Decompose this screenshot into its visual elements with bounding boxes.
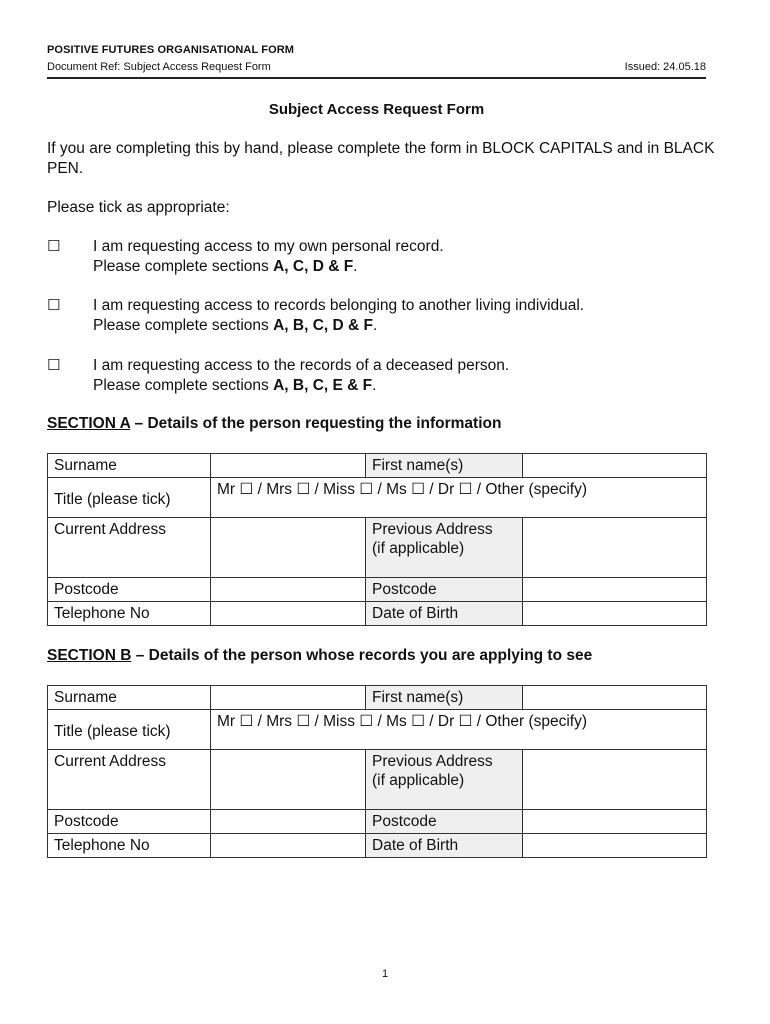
intro-instructions: If you are completing this by hand, please complete the form in BLOCK CAPITALS and in BLACK PEN. [47, 140, 715, 177]
title-label: Title (please tick) [48, 478, 211, 518]
surname-input[interactable] [211, 454, 366, 478]
postcode-input[interactable] [211, 810, 366, 834]
section-b-desc: – Details of the person whose records you are applying to see [131, 647, 593, 664]
telephone-label: Telephone No [48, 834, 211, 858]
previous-address-input[interactable] [523, 750, 707, 810]
telephone-input[interactable] [211, 834, 366, 858]
surname-label: Surname [48, 454, 211, 478]
title-options[interactable]: Mr ☐ / Mrs ☐ / Miss ☐ / Ms ☐ / Dr ☐ / Other (specify) [211, 478, 707, 518]
section-b-label: SECTION B [47, 647, 132, 664]
section-a-table [47, 453, 707, 626]
option-line2: Please complete sections A, C, D & F. [93, 258, 358, 275]
section-a-label: SECTION A [47, 415, 131, 432]
dob-input[interactable] [523, 602, 707, 626]
option-line1: I am requesting access to the records of a deceased person. [93, 357, 510, 374]
first-name-label: First name(s) [366, 686, 523, 710]
postcode-input[interactable] [211, 578, 366, 602]
title-options[interactable]: Mr ☐ / Mrs ☐ / Miss ☐ / Ms ☐ / Dr ☐ / Other (specify) [211, 710, 707, 750]
header-divider [47, 77, 706, 79]
postcode-label: Postcode [48, 810, 211, 834]
current-address-label: Current Address [48, 750, 211, 810]
previous-postcode-input[interactable] [523, 578, 707, 602]
current-address-input[interactable] [211, 750, 366, 810]
tick-prompt: Please tick as appropriate: [47, 199, 230, 216]
form-title: Subject Access Request Form [268, 101, 485, 118]
checkbox-own-record[interactable]: ☐ [47, 238, 61, 255]
previous-address-label: Previous Address (if applicable) [366, 518, 523, 578]
surname-label: Surname [48, 686, 211, 710]
previous-postcode-label: Postcode [366, 578, 523, 602]
header-issued-date: Issued: 24.05.18 [624, 61, 706, 73]
dob-label: Date of Birth [366, 602, 523, 626]
section-a-heading [47, 415, 501, 433]
current-address-input[interactable] [211, 518, 366, 578]
option-line1: I am requesting access to my own personal record. [93, 238, 444, 255]
header-organisation: POSITIVE FUTURES ORGANISATIONAL FORM [47, 44, 295, 56]
previous-address-input[interactable] [523, 518, 707, 578]
header-document-ref: Document Ref: Subject Access Request Form [47, 61, 271, 73]
dob-input[interactable] [523, 834, 707, 858]
section-b-table [47, 685, 707, 858]
surname-input[interactable] [211, 686, 366, 710]
page-number: 1 [381, 968, 389, 980]
checkbox-another-living[interactable]: ☐ [47, 297, 61, 314]
previous-address-label: Previous Address (if applicable) [366, 750, 523, 810]
first-name-label: First name(s) [366, 454, 523, 478]
telephone-label: Telephone No [48, 602, 211, 626]
first-name-input[interactable] [523, 686, 707, 710]
title-label: Title (please tick) [48, 710, 211, 750]
dob-label: Date of Birth [366, 834, 523, 858]
postcode-label: Postcode [48, 578, 211, 602]
document-page [47, 0, 715, 1024]
option-line2: Please complete sections A, B, C, D & F. [93, 317, 378, 334]
option-line1: I am requesting access to records belonging to another living individual. [93, 297, 585, 314]
previous-postcode-label: Postcode [366, 810, 523, 834]
previous-postcode-input[interactable] [523, 810, 707, 834]
current-address-label: Current Address [48, 518, 211, 578]
telephone-input[interactable] [211, 602, 366, 626]
section-a-desc: – Details of the person requesting the information [130, 415, 502, 432]
first-name-input[interactable] [523, 454, 707, 478]
section-b-heading [47, 647, 592, 665]
option-line2: Please complete sections A, B, C, E & F. [93, 377, 377, 394]
checkbox-deceased[interactable]: ☐ [47, 357, 61, 374]
